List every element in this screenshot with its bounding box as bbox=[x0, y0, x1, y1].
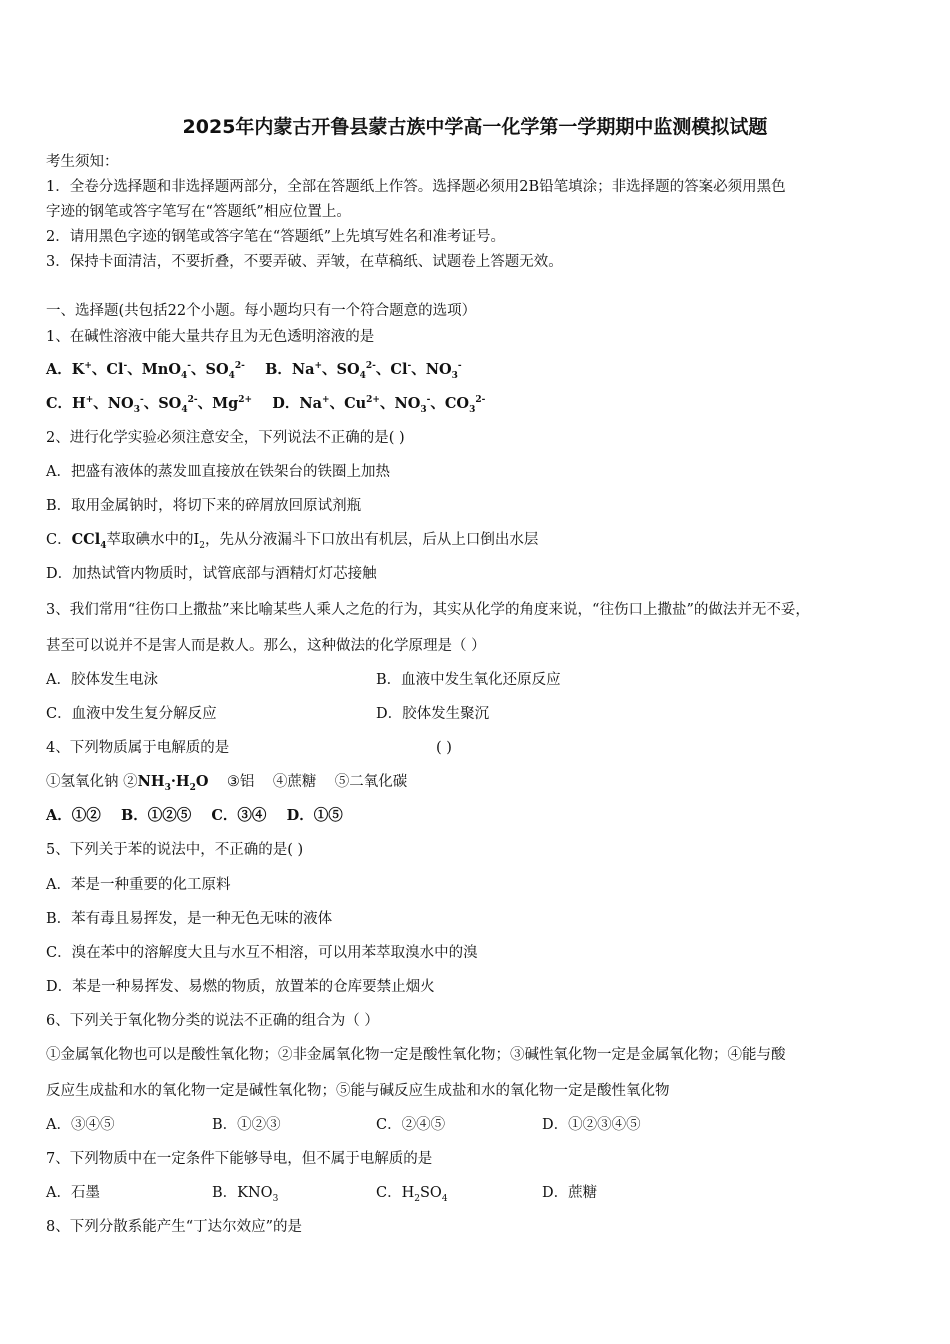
notice-item-3: 3．保持卡面清洁，不要折叠，不要弄破、弄皱，在草稿纸、试题卷上答题无效。 bbox=[46, 254, 563, 270]
q4-options: A．①② B．①②⑤ C．③④ D．①⑤ bbox=[46, 807, 343, 824]
q2-option-a: A．把盛有液体的蒸发皿直接放在铁架台的铁圈上加热 bbox=[46, 464, 390, 480]
q4-answer-paren: ( ) bbox=[436, 740, 452, 756]
q6-body-2: 反应生成盐和水的氧化物一定是碱性氧化物；⑤能与碱反应生成盐和水的氧化物一定是酸性氧化物 bbox=[46, 1083, 670, 1099]
q4-items: ①氢氧化钠 $②NH_3\cdot H_2O$ ③铝 ④蔗糖 ⑤二氧化碳 bbox=[46, 773, 408, 793]
q3-stem-1: 3、我们常用“往伤口上撒盐”来比喻某些人乘人之危的行为，其实从化学的角度来说，“往伤口上撒盐”的做法并无不妥， bbox=[46, 602, 810, 618]
q2-option-d: D．加热试管内物质时，试管底部与酒精灯灯芯接触 bbox=[46, 566, 377, 582]
q7-option-c: C．$H_2SO_4$ bbox=[376, 1185, 448, 1204]
q5-stem: 5、下列关于苯的说法中，不正确的是( ) bbox=[46, 842, 304, 858]
q1-stem: 1、在碱性溶液中能大量共存且为无色透明溶液的是 bbox=[46, 329, 375, 345]
q3-option-d: D．胶体发生聚沉 bbox=[376, 706, 490, 722]
q4-stem: 4、下列物质属于电解质的是 bbox=[46, 740, 230, 756]
q6-stem: 6、下列关于氧化物分类的说法不正确的组合为（ ） bbox=[46, 1013, 379, 1029]
q5-option-b: B．苯有毒且易挥发，是一种无色无味的液体 bbox=[46, 911, 333, 927]
q6-option-a: A．③④⑤ bbox=[46, 1117, 115, 1133]
page-title: 2025年内蒙古开鲁县蒙古族中学高一化学第一学期期中监测模拟试题 bbox=[182, 116, 768, 138]
q6-body-1: ①金属氧化物也可以是酸性氧化物；②非金属氧化物一定是酸性氧化物；③碱性氧化物一定是金属氧化物；④能与酸 bbox=[46, 1047, 786, 1063]
q3-stem-2: 甚至可以说并不是害人而是救人。那么，这种做法的化学原理是（ ） bbox=[46, 638, 486, 654]
q5-option-a: A．苯是一种重要的化工原料 bbox=[46, 877, 231, 893]
notice-item-1: 1．全卷分选择题和非选择题两部分，全部在答题纸上作答。选择题必须用2B铅笔填涂；非选择题的答案必须用黑色 bbox=[46, 179, 786, 195]
q6-option-c: C．②④⑤ bbox=[376, 1117, 446, 1133]
q8-stem: 8、下列分散系能产生“丁达尔效应”的是 bbox=[46, 1219, 303, 1235]
notice-heading: 考生须知： bbox=[46, 154, 119, 170]
q6-option-d: D．①②③④⑤ bbox=[542, 1117, 641, 1133]
q2-option-b: B．取用金属钠时，将切下来的碎屑放回原试剂瓶 bbox=[46, 498, 362, 514]
q2-option-c: C．CCl$_4$萃取碘水中的$I_2$，先从分液漏斗下口放出有机层，后从上口倒出水层 bbox=[46, 531, 539, 551]
q3-option-a: A．胶体发生电泳 bbox=[46, 672, 158, 688]
q3-option-b: B．血液中发生氧化还原反应 bbox=[376, 672, 561, 688]
q3-option-c: C．血液中发生复分解反应 bbox=[46, 706, 217, 722]
q7-option-d: D．蔗糖 bbox=[542, 1185, 598, 1201]
notice-item-1-cont: 字迹的钢笔或答字笔写在“答题纸”相应位置上。 bbox=[46, 204, 351, 220]
q5-option-d: D．苯是一种易挥发、易燃的物质，放置苯的仓库要禁止烟火 bbox=[46, 979, 435, 995]
q2-stem: 2、进行化学实验必须注意安全，下列说法不正确的是( ) bbox=[46, 430, 405, 446]
section-heading: 一、选择题(共包括22个小题。每小题均只有一个符合题意的选项） bbox=[46, 303, 477, 319]
q1-options-ab: A．K+、Cl-、MnO$_4$-、$SO_4^{2-}$ B．Na+、$SO_4^{2-}$、Cl-、$NO_3^-$ bbox=[46, 361, 462, 381]
q7-option-a: A．石墨 bbox=[46, 1185, 100, 1201]
q6-option-b: B．①②③ bbox=[212, 1117, 281, 1133]
q7-option-b: B．$KNO_3$ bbox=[212, 1185, 279, 1204]
q1-options-cd: C．H+、$NO_3^-$、$SO_4^{2-}$、$Mg^{2+}$ D．Na+、$Cu^{2+}$、$NO_3^-$、$CO_3^{2-}$ bbox=[46, 395, 486, 415]
notice-item-2: 2．请用黑色字迹的钢笔或答字笔在“答题纸”上先填写姓名和准考证号。 bbox=[46, 229, 506, 245]
q7-stem: 7、下列物质中在一定条件下能够导电，但不属于电解质的是 bbox=[46, 1151, 433, 1167]
q5-option-c: C．溴在苯中的溶解度大且与水互不相溶，可以用苯萃取溴水中的溴 bbox=[46, 945, 478, 961]
